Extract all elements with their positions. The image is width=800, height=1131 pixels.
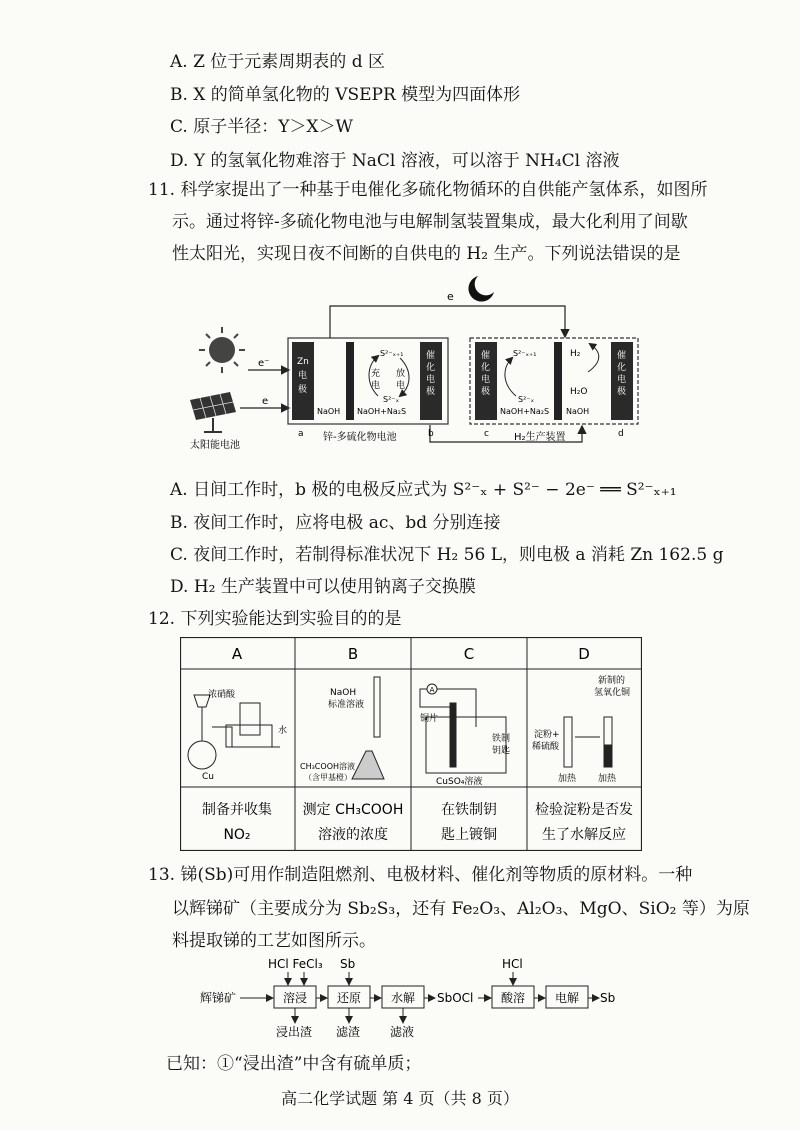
c-sol: CuSO₄溶液 [436, 777, 483, 787]
q13-stem-line1: 13. 锑(Sb)可用作制造阻燃剂、电极材料、催化剂等物质的原材料。一种 [148, 865, 693, 885]
h2-gas: H₂ [570, 349, 581, 359]
zn-label-1: 电 [298, 371, 308, 381]
cat-c-3: 极 [481, 387, 491, 397]
q13-stem-line3: 料提取锑的工艺如图所示。 [172, 931, 376, 951]
q12-table [180, 637, 642, 851]
q11-stem-line1: 11. 科学家提出了一种基于电催化多硫化物循环的自供能产氢体系，如图所 [148, 180, 708, 200]
apparatus-d [564, 717, 612, 767]
apparatus-b [352, 677, 384, 779]
purpose-a-0: 制备并收集 [202, 802, 272, 818]
h2o: H₂O [570, 387, 588, 397]
cat-c-1: 化 [481, 363, 491, 373]
purpose-c-0: 在铁制钥 [441, 802, 497, 818]
h2-device-label: H₂生产装置 [514, 432, 566, 443]
flow-step-3: 酸溶 [500, 991, 526, 1005]
cat-c-0: 催 [481, 351, 491, 361]
purpose-b-0: 测定 CH₃COOH [302, 802, 404, 818]
electrode-d: d [618, 429, 624, 439]
q11-option-c: C. 夜间工作时，若制得标准状况下 H₂ 56 L，则电极 a 消耗 Zn 162.5 g [170, 545, 724, 565]
apparatus-c [420, 684, 506, 773]
cat-d-3: 极 [617, 387, 627, 397]
q13-stem-line2: 以辉锑矿（主要成分为 Sb₂S₃，还有 Fe₂O₃、Al₂O₃、MgO、SiO₂ 等）为原 [172, 899, 750, 919]
zn-label-0: Zn [297, 357, 309, 367]
a-acid: 浓硝酸 [208, 690, 236, 700]
d-cu-1: 氢氧化铜 [594, 688, 631, 698]
q11-stem-line3: 性太阳光，实现日夜不间断的自供电的 H₂ 生产。下列说法错误的是 [172, 244, 681, 264]
d-heat-1: 加热 [558, 774, 577, 784]
electron-label-left: e⁻ [258, 358, 270, 369]
cat-d-0: 催 [617, 351, 627, 361]
flow-step-0: 溶浸 [282, 991, 308, 1005]
c-spoon-1: 钥匙 [492, 746, 511, 756]
naoh-h2: NaOH [566, 407, 590, 416]
q10-option-d: D. Y 的氢氧化物难溶于 NaCl 溶液，可以溶于 NH₄Cl 溶液 [170, 151, 620, 171]
q11-option-b: B. 夜间工作时，应将电极 ac、bd 分别连接 [170, 513, 501, 533]
a-water: 水 [278, 726, 288, 736]
cat-c-2: 电 [481, 375, 491, 385]
charge-0: 充 [371, 369, 381, 379]
q12-stem: 12. 下列实验能达到实验目的的是 [148, 609, 402, 629]
col-c: C [463, 645, 475, 663]
q10-option-c: C. 原子半径：Y＞X＞W [170, 117, 354, 137]
naoh-na2s-battery: NaOH+Na₂S [357, 407, 407, 416]
b-acid-1: （含甲基橙） [304, 773, 352, 782]
page-footer: 高二化学试题 第 4 页（共 8 页） [281, 1089, 519, 1108]
c-spoon-0: 铁制 [492, 734, 511, 744]
sx-label-h2: S²⁻ₓ [518, 395, 535, 404]
naoh-na2s-h2: NaOH+Na₂S [500, 407, 550, 416]
flow-step-2: 水解 [390, 991, 416, 1005]
cat-d-1: 化 [617, 363, 627, 373]
electron-label-solar: e [262, 396, 269, 407]
discharge-0: 放 [396, 369, 406, 379]
c-cu: 铜片 [420, 714, 439, 724]
electrode-b: b [428, 429, 434, 439]
q11-option-a: A. 日间工作时，b 极的电极反应式为 S²⁻ₓ + S²⁻ − 2e⁻ ══ S²⁻ₓ₊₁ [170, 480, 677, 500]
discharge-1: 电 [396, 381, 406, 391]
zn-electrode [292, 342, 314, 420]
electrode-c: c [484, 429, 489, 439]
cat-b-2: 电 [426, 375, 436, 385]
purpose-d-0: 检验淀粉是否发 [535, 802, 633, 818]
naoh-battery: NaOH [317, 407, 341, 416]
flow-input-0: HCl FeCl₃ [268, 957, 323, 971]
cat-b-3: 极 [426, 387, 436, 397]
d-heat-2: 加热 [598, 774, 617, 784]
c-ammeter: A [429, 686, 435, 694]
flow-input-1: Sb [340, 957, 356, 971]
purpose-d-1: 生了水解反应 [542, 827, 626, 843]
solar-panel-icon [190, 392, 236, 432]
battery-label: 锌-多硫化物电池 [323, 432, 397, 443]
sun-icon [199, 327, 245, 373]
b-naoh-0: NaOH [330, 688, 357, 698]
q13-known: 已知：①“浸出渣”中含有硫单质； [166, 1054, 422, 1074]
charge-1: 电 [371, 381, 381, 391]
col-d: D [578, 645, 590, 663]
d-cu-0: 新制的 [598, 676, 626, 686]
flow-product: Sb [600, 991, 616, 1005]
q11-option-d: D. H₂ 生产装置中可以使用钠离子交换膜 [170, 577, 476, 597]
solar-label: 太阳能电池 [190, 440, 240, 451]
col-b: B [347, 645, 359, 663]
apparatus-a [188, 695, 280, 769]
flow-intermediate: SbOCl [437, 991, 474, 1005]
q10-option-b: B. X 的简单氢化物的 VSEPR 模型为四面体形 [170, 85, 521, 105]
d-mix-1: 稀硫酸 [532, 742, 560, 752]
q11-stem-line2: 示。通过将锌-多硫化物电池与电解制氢装置集成，最大化利用了间歇 [172, 212, 688, 232]
col-a: A [231, 645, 243, 663]
cat-b-1: 化 [426, 363, 436, 373]
flow-input-2: HCl [502, 957, 523, 971]
sx1-label-h2: S²⁻ₓ₊₁ [513, 349, 537, 358]
flow-output-1: 滤渣 [336, 1025, 361, 1039]
battery-membrane [346, 342, 354, 420]
sx1-label-battery: S²⁻ₓ₊₁ [380, 349, 404, 358]
b-acid-0: CH₃COOH溶液 [300, 762, 356, 771]
cat-d-2: 电 [617, 375, 627, 385]
flow-output-2: 滤液 [390, 1025, 415, 1039]
q11-figure [0, 0, 800, 470]
d-mix-0: 淀粉+ [534, 730, 560, 740]
h2-membrane [554, 342, 562, 420]
zn-label-2: 极 [298, 385, 308, 395]
purpose-c-1: 匙上镀铜 [441, 827, 497, 843]
moon-icon [468, 276, 494, 302]
flow-start: 辉锑矿 [200, 991, 237, 1005]
electrode-a: a [298, 429, 304, 439]
sx-label-battery: S²⁻ₓ [383, 395, 400, 404]
q10-option-a: A. Z 位于元素周期表的 d 区 [170, 52, 385, 72]
flow-step-1: 还原 [336, 991, 362, 1005]
purpose-b-1: 溶液的浓度 [318, 827, 388, 843]
a-cu: Cu [202, 772, 214, 782]
purpose-a-1: NO₂ [223, 827, 251, 843]
cat-b-0: 催 [426, 351, 436, 361]
b-naoh-1: 标准溶液 [328, 700, 365, 710]
flow-output-0: 浸出渣 [276, 1025, 313, 1039]
flow-step-4: 电解 [554, 991, 580, 1005]
electron-label-top: e [447, 290, 454, 303]
